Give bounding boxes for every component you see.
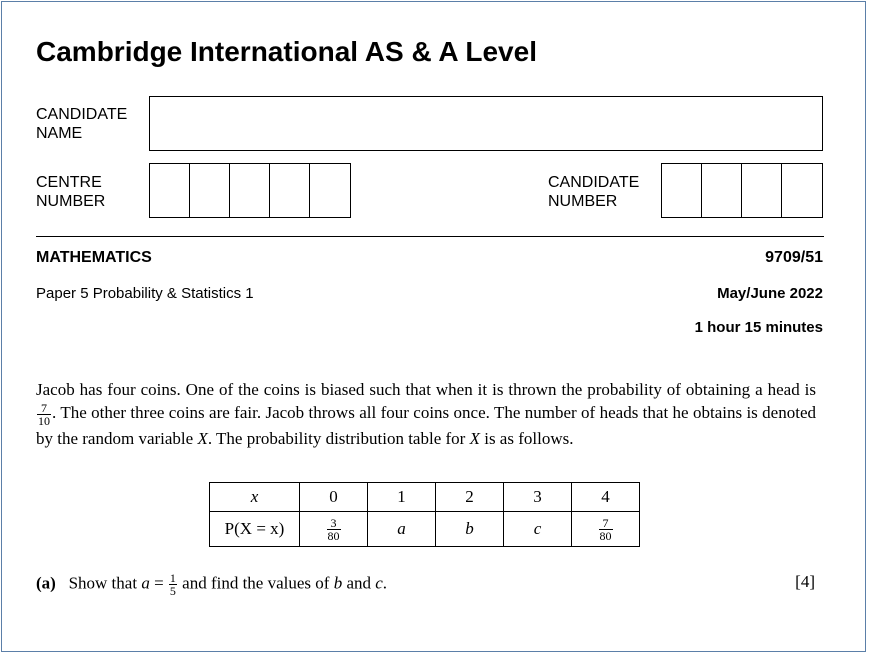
marks-indicator: [4]: [795, 572, 815, 591]
table-cell: c: [504, 512, 572, 547]
table-cell: 0: [300, 483, 368, 512]
table-header-probability: P(X = x): [210, 512, 300, 547]
question-part-a: (a) Show that a = $\frac{1}{5}$ and find the values of b and c.: [36, 571, 388, 598]
candidate-number-boxes[interactable]: [661, 163, 823, 218]
centre-number-cell[interactable]: [310, 164, 350, 217]
table-row: [210, 512, 640, 547]
candidate-number-cell[interactable]: [742, 164, 782, 217]
probability-distribution-table: [209, 482, 640, 547]
candidate-name-field[interactable]: [149, 96, 823, 151]
centre-number-label: CENTRE NUMBER: [36, 174, 106, 210]
exam-session: May/June 2022: [717, 285, 823, 302]
exam-duration: 1 hour 15 minutes: [694, 319, 823, 336]
paper-name: Paper 5 Probability & Statistics 1: [36, 285, 254, 302]
table-cell: 1: [368, 483, 436, 512]
bias-fraction: $\frac{7}{10}$: [38, 400, 50, 428]
candidate-number-cell[interactable]: [662, 164, 702, 217]
centre-number-cell[interactable]: [230, 164, 270, 217]
table-cell: 4: [572, 483, 640, 512]
centre-number-cell[interactable]: [190, 164, 230, 217]
centre-number-cell[interactable]: [150, 164, 190, 217]
table-cell: a: [368, 512, 436, 547]
table-cell: b: [436, 512, 504, 547]
candidate-number-cell[interactable]: [782, 164, 822, 217]
centre-number-boxes[interactable]: [149, 163, 351, 218]
question-stem: Jacob has four coins. One of the coins is biased such that when it is thrown the probability of obtaining a head is $\frac{7}{10}$ . The other three coins are fair. Jacob throws all four coins once. The number of heads that he obtains is denoted by the random variable X. The probability distribution table for X is as follows.: [36, 380, 816, 448]
table-cell: $\frac{7}{80}$: [572, 512, 640, 547]
paper-code: 9709/51: [765, 249, 823, 266]
centre-number-cell[interactable]: [270, 164, 310, 217]
header-divider: [36, 236, 824, 237]
table-header-x: x: [210, 483, 300, 512]
table-cell: 2: [436, 483, 504, 512]
table-cell: 3: [504, 483, 572, 512]
candidate-name-label: CANDIDATE NAME: [36, 106, 128, 142]
subject-title: MATHEMATICS: [36, 249, 152, 266]
candidate-number-label: CANDIDATE NUMBER: [548, 174, 640, 210]
table-row: [210, 483, 640, 512]
candidate-number-cell[interactable]: [702, 164, 742, 217]
exam-board-title: Cambridge International AS & A Level: [36, 36, 537, 67]
table-cell: $\frac{3}{80}$: [300, 512, 368, 547]
